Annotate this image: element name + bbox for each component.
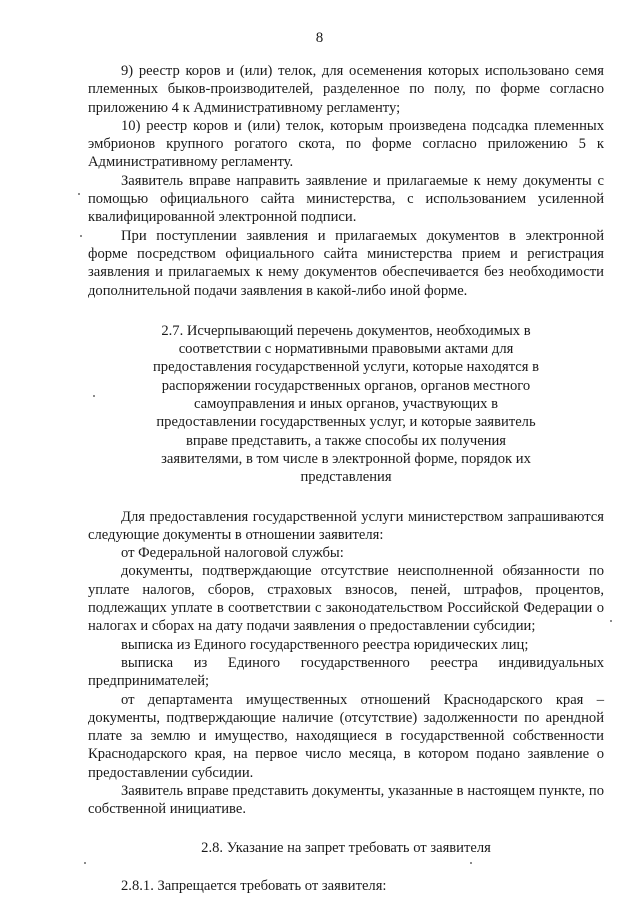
paragraph: Заявитель вправе направить заявление и прилагаемые к нему документы с помощью официального сайта министерства, с использованием усиленной квалифицированной электронной подписи. xyxy=(88,172,604,226)
paragraph: от Федеральной налоговой службы: xyxy=(121,545,344,562)
section-heading-2-8: 2.8. Указание на запрет требовать от заявителя xyxy=(201,839,491,856)
paragraph: Для предоставления государственной услуги министерством запрашиваются следующие документы в отношении заявителя: xyxy=(88,508,604,543)
scan-speck xyxy=(610,620,612,622)
section-heading-2-7: 2.7. Исчерпывающий перечень документов, необходимых в соответствии с нормативными правовыми актами для предоставления государственной услуги, которые находятся в распоряжении государственных органов, органов местного самоуправления и иных органов, участвующих в предоставлении государственных услуг, и которые заявитель вправе представить, а также способы их получения заявителями, в том числе в электронной форме, порядок их представления xyxy=(152,322,540,486)
scan-speck xyxy=(470,862,472,864)
page-number: 8 xyxy=(315,30,324,46)
document-body xyxy=(88,62,604,895)
paragraph: 10) реестр коров и (или) телок, которым произведена подсадка племенных эмбрионов крупного рогатого скота, по форме согласно приложению 5 к Административному регламенту. xyxy=(88,117,604,171)
scan-speck xyxy=(84,862,86,864)
paragraph: Заявитель вправе представить документы, указанные в настоящем пункте, по собственной инициативе. xyxy=(88,782,604,818)
scan-speck xyxy=(93,395,95,397)
paragraph: выписка из Единого государственного реестра индивидуальных предпринимателей; xyxy=(88,654,604,690)
paragraph: выписка из Единого государственного реестра юридических лиц; xyxy=(121,636,529,653)
scan-speck xyxy=(80,235,82,237)
paragraph: 9) реестр коров и (или) телок, для осеменения которых использовано семя племенных быков-производителей, разделенное по полу, по форме согласно приложению 4 к Административному регламенту; xyxy=(88,63,604,116)
paragraph: документы, подтверждающие отсутствие неисполненной обязанности по уплате налогов, сборов, страховых взносов, пеней, штрафов, процентов, подлежащих уплате в соответствии с законодательством Российской Федерации о налогах и сборах на дату подачи заявления о предоставлении субсидии; xyxy=(88,563,604,635)
paragraph: 2.8.1. Запрещается требовать от заявителя: xyxy=(121,877,387,894)
scan-speck xyxy=(78,193,80,195)
paragraph: При поступлении заявления и прилагаемых документов в электронной форме посредством официального сайта министерства прием и регистрация заявления и прилагаемых к нему документов обеспечивается без необходимости дополнительной подачи заявления в какой-либо иной форме. xyxy=(88,227,604,299)
paragraph: от департамента имущественных отношений Краснодарского края – документы, подтверждающие наличие (отсутствие) задолженности по арендной плате за землю и имущество, находящиеся в государственной собственности Краснодарского края, на первое число месяца, в котором подано заявление о предоставлении субсидии. xyxy=(88,691,604,781)
